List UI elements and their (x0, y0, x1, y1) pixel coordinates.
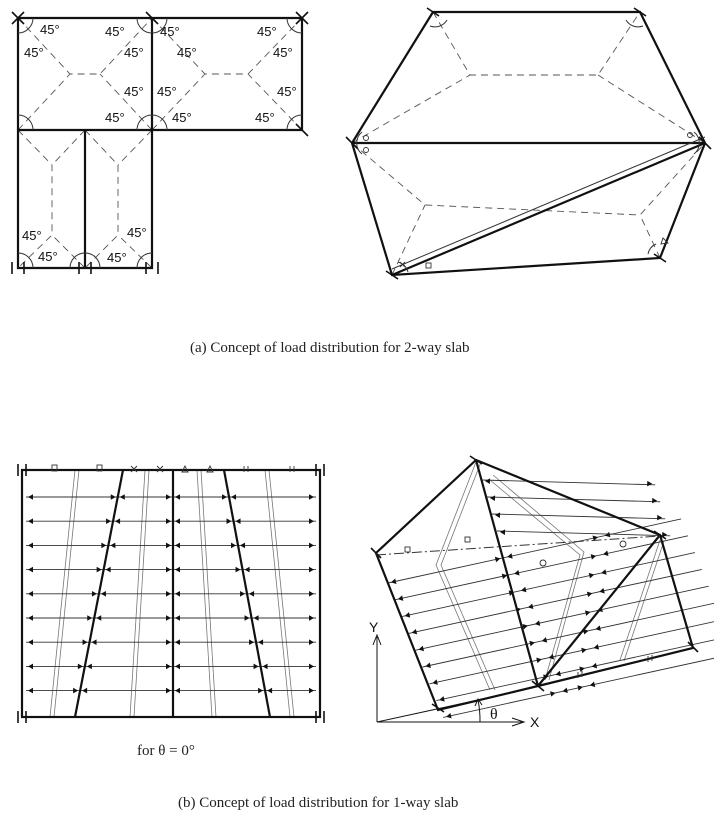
span-arrowhead (82, 688, 87, 694)
angle-label: 45° (172, 110, 192, 125)
angle-label: 45° (255, 110, 275, 125)
angle-label: 45° (157, 84, 177, 99)
span-arrowhead (591, 554, 596, 559)
theta-label: θ (490, 706, 498, 723)
span-arrowhead (309, 664, 314, 670)
span-arrowhead (309, 543, 314, 549)
span-arrowhead (587, 592, 592, 597)
span-arrowhead (78, 664, 83, 670)
span-arrowhead (245, 567, 250, 573)
span-arrowhead (166, 639, 171, 645)
span-arrowhead (412, 629, 417, 634)
span-arrowhead (535, 620, 540, 625)
span-arrowhead (594, 644, 599, 649)
span-arrowhead (585, 610, 590, 615)
span-arrowhead (166, 543, 171, 549)
span-arrowhead (97, 567, 102, 573)
span-arrowhead (166, 615, 171, 621)
span-line (443, 653, 714, 717)
caption-two-way: (a) Concept of load distribution for 2-way slab (190, 340, 470, 356)
hexagon-small-symbols (364, 133, 693, 269)
span-arrowhead (528, 604, 533, 609)
span-arrowhead (92, 591, 97, 597)
span-arrowhead (166, 688, 171, 694)
y-axis-label: Y (369, 619, 379, 635)
span-arrowhead (657, 515, 662, 521)
span-arrowhead (485, 478, 490, 484)
span-arrowhead (245, 615, 250, 621)
span-arrowhead (592, 663, 597, 668)
x-axis-label: X (530, 714, 540, 730)
angle-label: 45° (105, 24, 125, 39)
span-arrowhead (529, 641, 534, 646)
span-arrowhead (28, 639, 33, 645)
span-line (436, 637, 714, 701)
span-arrowhead (432, 679, 437, 684)
span-arrowhead (521, 587, 526, 592)
span-arrowhead (542, 637, 547, 642)
angle-label: 45° (24, 45, 44, 60)
span-line (402, 553, 695, 617)
span-arrowhead (490, 495, 495, 501)
span-arrowhead (309, 518, 314, 524)
span-arrowhead (425, 663, 430, 668)
span-arrowhead (595, 625, 600, 630)
span-arrowhead (175, 543, 180, 549)
span-arrowhead (227, 518, 232, 524)
span-arrowhead (249, 591, 254, 597)
span-arrowhead (222, 494, 227, 500)
angle-label: 45° (22, 228, 42, 243)
span-arrowhead (254, 615, 259, 621)
span-arrowhead (166, 494, 171, 500)
span-arrowhead (309, 615, 314, 621)
span-arrowhead (166, 591, 171, 597)
span-arrowhead (231, 494, 236, 500)
span-arrowhead (309, 567, 314, 573)
span-arrowhead (599, 588, 604, 593)
span-arrowhead (589, 573, 594, 578)
span-arrowhead (391, 579, 396, 584)
l-slab-angle-arcs (18, 18, 302, 268)
span-arrowhead (28, 567, 33, 573)
span-arrowhead (562, 688, 567, 693)
span-arrowhead (309, 639, 314, 645)
span-line (497, 531, 670, 536)
rotated-one-way-slab (369, 456, 714, 730)
angle-label: 45° (40, 22, 60, 37)
span-arrowhead (175, 688, 180, 694)
span-arrowhead (175, 518, 180, 524)
span-arrowhead (581, 648, 586, 653)
span-arrowhead (166, 567, 171, 573)
span-arrowhead (87, 664, 92, 670)
span-line (409, 569, 702, 633)
span-arrowhead (446, 713, 451, 718)
span-arrowhead (577, 685, 582, 690)
span-arrowhead (309, 688, 314, 694)
span-arrowhead (166, 664, 171, 670)
span-arrowhead (405, 612, 410, 617)
rotated-slab-boundary (376, 460, 693, 710)
span-arrowhead (236, 567, 241, 573)
span-arrowhead (419, 646, 424, 651)
span-arrowhead (231, 543, 236, 549)
span-arrowhead (166, 518, 171, 524)
span-arrowhead (514, 570, 519, 575)
hexagon-angle-marks (357, 20, 700, 272)
span-arrowhead (555, 671, 560, 676)
span-arrowhead (175, 615, 180, 621)
span-arrowhead (73, 688, 78, 694)
span-arrowhead (240, 591, 245, 597)
span-arrowhead (28, 688, 33, 694)
span-arrowhead (28, 664, 33, 670)
span-arrowhead (439, 696, 444, 701)
xy-axes (369, 619, 540, 730)
angle-label: 45° (177, 45, 197, 60)
angle-label: 45° (105, 110, 125, 125)
span-arrowhead (115, 518, 120, 524)
caption-one-way: (b) Concept of load distribution for 1-way slab (178, 795, 459, 811)
caption-theta: for θ = 0° (137, 743, 195, 759)
span-arrowhead (110, 543, 115, 549)
l-slab-angle-labels (22, 22, 297, 265)
hexagon-slab (346, 8, 711, 279)
span-arrowhead (92, 639, 97, 645)
span-arrowhead (96, 615, 101, 621)
span-arrowhead (101, 591, 106, 597)
l-slab-support-ticks (12, 12, 308, 274)
span-arrowhead (28, 518, 33, 524)
span-arrowhead (647, 481, 652, 487)
span-arrowhead (263, 664, 268, 670)
span-arrowhead (106, 567, 111, 573)
angle-label: 45° (107, 250, 127, 265)
span-line (416, 586, 709, 650)
angle-label: 45° (257, 24, 277, 39)
span-arrowhead (495, 512, 500, 518)
hexagon-boundary (352, 12, 705, 275)
span-arrowhead (175, 664, 180, 670)
angle-label: 45° (160, 24, 180, 39)
rect-one-way-slab (18, 464, 324, 723)
span-arrowhead (605, 532, 610, 537)
span-arrowhead (175, 494, 180, 500)
span-arrowhead (28, 615, 33, 621)
span-arrowhead (590, 682, 595, 687)
span-arrowhead (254, 664, 259, 670)
span-arrowhead (106, 518, 111, 524)
span-arrowhead (120, 494, 125, 500)
span-arrowhead (249, 639, 254, 645)
angle-label: 45° (273, 45, 293, 60)
rotated-slab-yield-lines (436, 462, 664, 690)
span-arrowhead (87, 615, 92, 621)
span-arrowhead (309, 591, 314, 597)
angle-label: 45° (124, 84, 144, 99)
l-shaped-slab (12, 12, 308, 274)
span-arrowhead (495, 557, 500, 562)
l-slab-yield-lines (18, 18, 302, 268)
span-arrowhead (111, 494, 116, 500)
span-arrowhead (28, 591, 33, 597)
span-arrowhead (536, 658, 541, 663)
span-line (395, 536, 688, 600)
span-line (482, 480, 655, 485)
span-arrowhead (83, 639, 88, 645)
span-arrowhead (28, 494, 33, 500)
l-slab-boundary (18, 18, 302, 268)
span-arrowhead (267, 688, 272, 694)
theta-arc (478, 700, 480, 722)
span-arrowhead (309, 494, 314, 500)
span-arrowhead (603, 551, 608, 556)
span-arrowhead (652, 498, 657, 504)
angle-label: 45° (38, 249, 58, 264)
span-arrowhead (175, 591, 180, 597)
span-arrowhead (175, 639, 180, 645)
span-arrowhead (236, 518, 241, 524)
span-arrowhead (240, 543, 245, 549)
span-line (492, 514, 665, 519)
angle-label: 45° (127, 225, 147, 240)
span-arrowhead (28, 543, 33, 549)
angle-label: 45° (124, 45, 144, 60)
span-arrowhead (550, 691, 555, 696)
span-arrowhead (500, 529, 505, 535)
span-arrowhead (601, 569, 606, 574)
span-arrowhead (258, 688, 263, 694)
span-arrowhead (258, 639, 263, 645)
span-arrowhead (101, 543, 106, 549)
span-arrowhead (398, 595, 403, 600)
span-line (429, 620, 714, 684)
span-arrowhead (175, 567, 180, 573)
angle-label: 45° (277, 84, 297, 99)
span-arrowhead (507, 553, 512, 558)
